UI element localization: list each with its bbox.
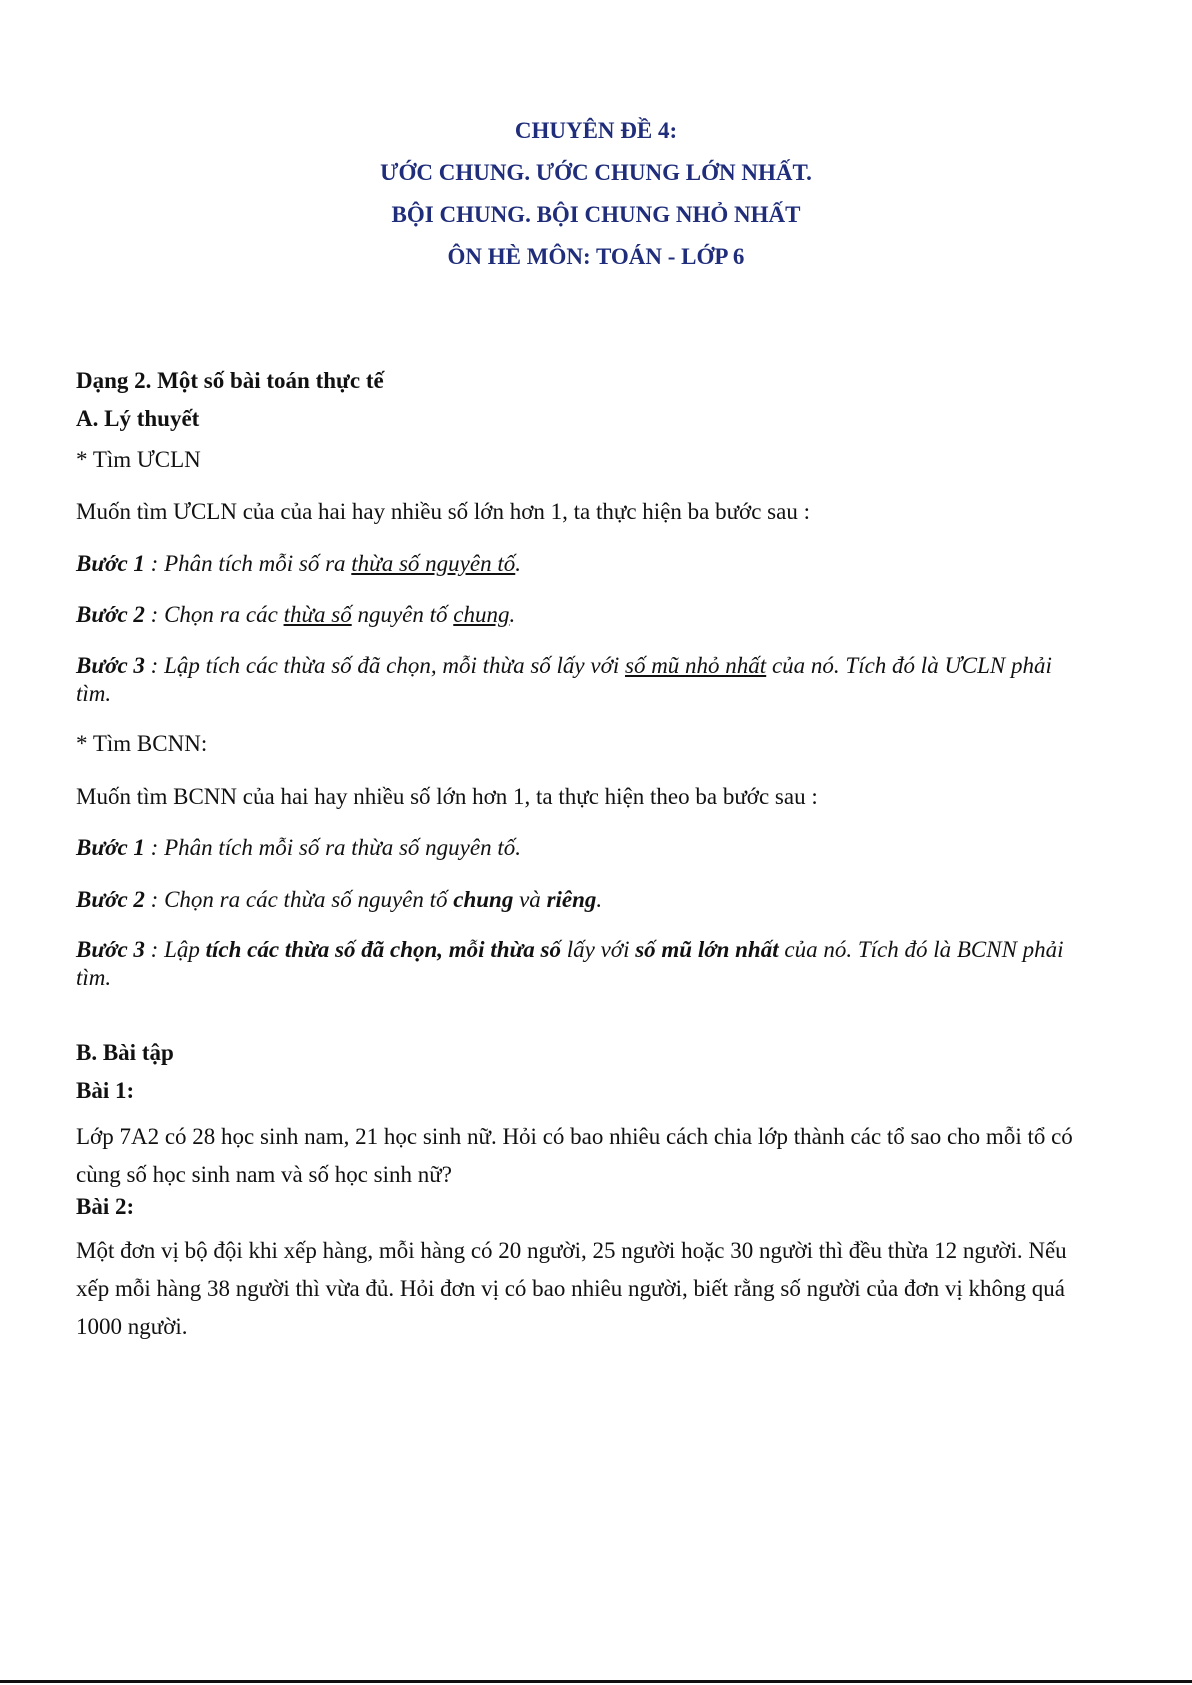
exercise-line: Lớp 7A2 có 28 học sinh nam, 21 học sinh nữ. Hỏi có bao nhiêu cách chia lớp thành các tổ sao cho mỗi tổ có (76, 1124, 1073, 1149)
step-text: Phân tích mỗi số ra thừa số nguyên tố. (164, 835, 521, 860)
step-text: của nó. Tích đó là ƯCLN phải (766, 653, 1052, 678)
exercise-line: 1000 người. (76, 1314, 188, 1339)
step-line: tìm. (76, 965, 112, 990)
page-bottom-rule (0, 1680, 1192, 1683)
step-text: và (513, 887, 547, 912)
step-label: Bước 3 (76, 937, 145, 962)
step-line: tìm. (76, 681, 112, 706)
step-separator: : (144, 887, 165, 912)
theory-heading: A. Lý thuyết (76, 406, 200, 431)
exercise-1-text (76, 1118, 1126, 1194)
exercise-line: cùng số học sinh nam và số học sinh nữ? (76, 1162, 452, 1187)
step-bold-text: tích các thừa số đã chọn, mỗi thừa số (205, 937, 561, 962)
ucln-step-3 (76, 652, 1126, 708)
step-text: . (509, 602, 516, 627)
step-underlined-text: thừa số nguyên tố (351, 551, 516, 576)
bcnn-heading: * Tìm BCNN: (76, 731, 208, 756)
step-text: lấy với (560, 937, 636, 962)
step-text: Phân tích mỗi số ra (164, 551, 352, 576)
exercise-2-title: Bài 2: (76, 1194, 135, 1219)
step-label: Bước 2 (76, 887, 145, 912)
step-text: Lập (164, 937, 206, 962)
step-line (76, 936, 1126, 964)
step-label: Bước 1 (76, 835, 145, 860)
title-line-4: ÔN HÈ MÔN: TOÁN - LỚP 6 (447, 244, 745, 269)
step-text: Chọn ra các thừa số nguyên tố (164, 887, 454, 912)
step-separator: : (144, 602, 165, 627)
exercise-line: xếp mỗi hàng 38 người thì vừa đủ. Hỏi đơn vị có bao nhiêu người, biết rằng số người của đơn vị không quá (76, 1276, 1066, 1301)
bcnn-step-3 (76, 936, 1126, 992)
exercise-1-title: Bài 1: (76, 1078, 135, 1103)
step-underlined-text: thừa số (283, 602, 352, 627)
step-text: . (596, 887, 603, 912)
exercise-line: Một đơn vị bộ đội khi xếp hàng, mỗi hàng có 20 người, 25 người hoặc 30 người thì đều thừa 12 người. Nếu (76, 1238, 1067, 1263)
step-underlined-text: số mũ nhỏ nhất (625, 653, 767, 678)
step-separator: : (144, 937, 165, 962)
bcnn-intro: Muốn tìm BCNN của hai hay nhiều số lớn hơn 1, ta thực hiện theo ba bước sau : (76, 784, 818, 809)
step-bold-text: riêng (546, 887, 597, 912)
step-line (76, 652, 1126, 680)
bcnn-step-1 (76, 834, 1126, 862)
step-separator: : (144, 653, 165, 678)
step-text: của nó. Tích đó là BCNN phải (778, 937, 1064, 962)
step-separator: : (144, 835, 165, 860)
step-underlined-text: chung (453, 602, 510, 627)
step-text: Lập tích các thừa số đã chọn, mỗi thừa số lấy với (164, 653, 625, 678)
step-label: Bước 3 (76, 653, 145, 678)
step-bold-text: chung (453, 887, 514, 912)
title-line-3: BỘI CHUNG. BỘI CHUNG NHỎ NHẤT (391, 202, 801, 227)
document-title (0, 110, 1192, 278)
step-bold-text: số mũ lớn nhất (635, 937, 779, 962)
step-text: nguyên tố (351, 602, 454, 627)
section-heading: Dạng 2. Một số bài toán thực tế (76, 368, 384, 393)
title-line-1: CHUYÊN ĐỀ 4: (514, 118, 678, 143)
step-label: Bước 1 (76, 551, 145, 576)
exercises-heading: B. Bài tập (76, 1040, 174, 1065)
ucln-heading: * Tìm ƯCLN (76, 447, 201, 472)
step-separator: : (144, 551, 165, 576)
exercise-2-text (76, 1232, 1126, 1346)
title-line-2: ƯỚC CHUNG. ƯỚC CHUNG LỚN NHẤT. (380, 160, 812, 185)
step-text: . (515, 551, 521, 576)
step-text: Chọn ra các (164, 602, 284, 627)
bcnn-step-2 (76, 886, 1126, 914)
step-label: Bước 2 (76, 602, 145, 627)
ucln-step-2 (76, 601, 1126, 629)
ucln-step-1 (76, 550, 1126, 578)
ucln-intro: Muốn tìm ƯCLN của của hai hay nhiều số lớn hơn 1, ta thực hiện ba bước sau : (76, 499, 810, 524)
